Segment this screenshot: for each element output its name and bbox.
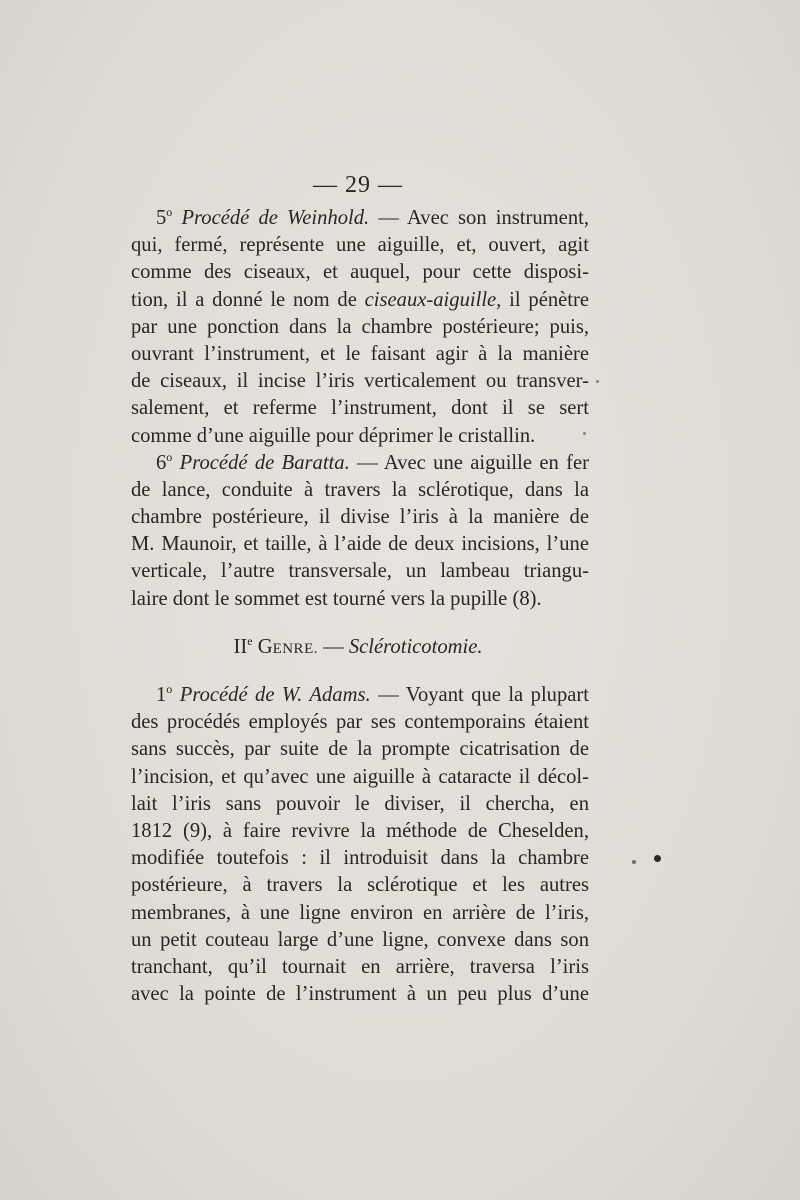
- heading-numeral: II: [233, 636, 248, 658]
- text-line: tranchant, qu’il tournait en arrière, traversa l’iris: [131, 955, 589, 978]
- heading-title: Scléroticotomie.: [348, 636, 483, 658]
- text-line: 1812 (9), à faire revivre la méthode de Cheselden,: [131, 819, 589, 842]
- heading-genre-rest: ENRE.: [272, 641, 318, 657]
- page-number: — 29 —: [313, 172, 403, 198]
- text-line: verticale, l’autre transversale, un lambeau triangu-: [131, 560, 589, 583]
- text-line: de ciseaux, il incise l’iris verticalement ou transver-: [131, 370, 589, 393]
- text-line: 5$^o$ Procédé de Weinhold. — Avec son instrument,: [156, 205, 589, 229]
- heading-dash: —: [317, 636, 349, 658]
- text-line: par une ponction dans la chambre postérieure; puis,: [131, 315, 589, 338]
- text-line: de lance, conduite à travers la sclérotique, dans la: [131, 478, 589, 501]
- ink-speck: [632, 860, 636, 864]
- text-line: comme d’une aiguille pour déprimer le cristallin.: [131, 424, 536, 447]
- text-line: avec la pointe de l’instrument à un peu plus d’une: [131, 983, 589, 1006]
- text-line: laire dont le sommet est tourné vers la pupille (8).: [131, 587, 542, 610]
- text-line: un petit couteau large d’une ligne, convexe dans son: [131, 928, 589, 951]
- text-line: lait l’iris sans pouvoir le diviser, il chercha, en: [131, 792, 589, 815]
- text-line: l’incision, et qu’avec une aiguille à cataracte il décol-: [131, 765, 589, 788]
- section-text-1: [131, 205, 589, 613]
- text-line: postérieure, à travers la sclérotique et les autres: [131, 874, 589, 897]
- text-line: salement, et referme l’instrument, dont il se sert: [131, 397, 589, 420]
- text-line: chambre postérieure, il divise l’iris à la manière de: [131, 506, 589, 529]
- text-line: des procédés employés par ses contemporains étaient: [131, 711, 589, 734]
- ink-speck: [654, 855, 661, 862]
- heading-sup: e: [247, 634, 253, 649]
- text-line: modifiée toutefois : il introduisit dans la chambre: [131, 847, 589, 870]
- text-line: sans succès, par suite de la prompte cicatrisation de: [131, 738, 589, 761]
- section-heading: [0, 633, 716, 661]
- text-line: comme des ciseaux, et auquel, pour cette disposi-: [131, 261, 589, 284]
- text-line: tion, il a donné le nom de ciseaux-aiguille, il pénètre: [131, 288, 589, 311]
- text-line: 1$^o$ Procédé de W. Adams. — Voyant que la plupart: [156, 682, 589, 706]
- text-line: membranes, à une ligne environ en arrière de l’iris,: [131, 901, 589, 924]
- text-line: qui, fermé, représente une aiguille, et, ouvert, agit: [131, 234, 589, 257]
- ink-speck: [583, 432, 586, 435]
- text-line: 6$^o$ Procédé de Baratta. — Avec une aiguille en fer: [156, 449, 589, 474]
- text-line: ouvrant l’instrument, et le faisant agir à la manière: [131, 342, 589, 365]
- heading-genre-initial: G: [257, 636, 273, 658]
- text-line: M. Maunoir, et taille, à l’aide de deux incisions, l’une: [131, 533, 589, 556]
- ink-speck: [596, 380, 599, 383]
- section-text-2: [131, 682, 589, 1008]
